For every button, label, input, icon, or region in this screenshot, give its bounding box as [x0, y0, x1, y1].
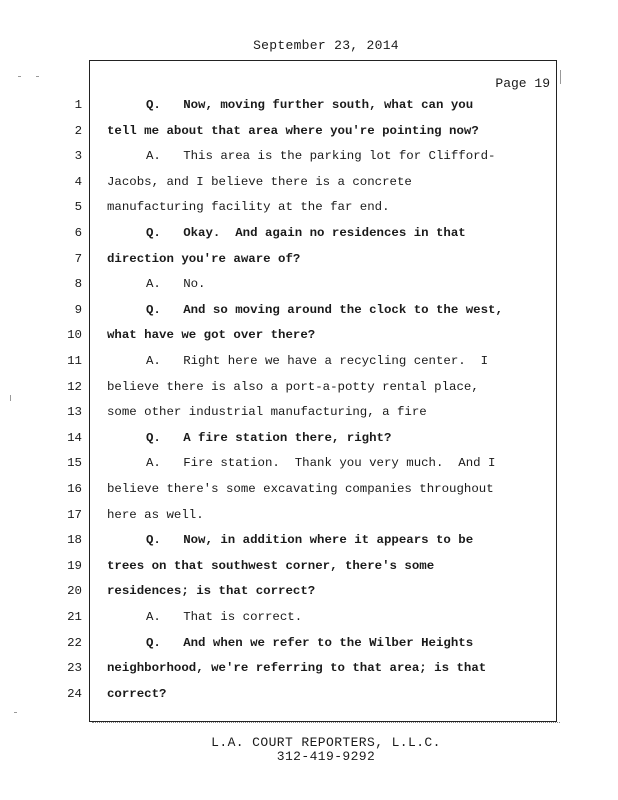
transcript-line — [0, 144, 618, 170]
speaker-marker: A. — [146, 354, 161, 368]
speaker-marker: Q. — [146, 430, 161, 445]
line-content: residences; is that correct? — [107, 584, 316, 599]
transcript-line — [0, 631, 618, 657]
line-content: some other industrial manufacturing, a fire — [107, 405, 427, 420]
question-text — [146, 226, 466, 240]
question-text — [146, 431, 391, 445]
line-number: 19 — [67, 558, 82, 573]
line-number: 21 — [67, 610, 82, 624]
line-text — [107, 328, 315, 342]
line-text — [107, 482, 494, 496]
line-number: 2 — [74, 123, 82, 138]
line-content: Okay. And again no residences in that — [183, 226, 466, 240]
line-number: 18 — [67, 533, 82, 548]
line-number: 17 — [67, 507, 82, 522]
speaker-marker: Q. — [146, 635, 161, 650]
line-text — [107, 200, 390, 214]
line-text — [107, 124, 479, 138]
line-number: 24 — [67, 686, 82, 701]
transcript-line — [0, 298, 618, 324]
frame-bottom-shadow — [92, 722, 560, 725]
speaker-marker: A. — [146, 149, 161, 164]
line-number: 7 — [74, 251, 82, 266]
line-text — [107, 405, 427, 419]
line-content: tell me about that area where you're pointing now? — [107, 123, 479, 138]
line-text — [107, 584, 315, 598]
line-number: 5 — [74, 200, 82, 215]
line-number: 22 — [67, 635, 82, 650]
line-text — [107, 559, 434, 573]
line-number: 9 — [74, 302, 82, 317]
question-text — [146, 533, 473, 547]
question-text — [146, 303, 503, 317]
line-content: believe there's some excavating companies throughout — [107, 482, 494, 496]
line-content: what have we got over there? — [107, 328, 316, 343]
line-content: Now, moving further south, what can you — [183, 98, 474, 112]
transcript-date: September 23, 2014 — [253, 38, 399, 53]
speaker-marker: Q. — [146, 226, 161, 240]
line-content: manufacturing facility at the far end. — [107, 200, 390, 215]
question-text — [146, 636, 473, 650]
speaker-marker: A. — [146, 610, 161, 624]
line-content: Fire station. Thank you very much. And I — [183, 456, 496, 471]
transcript-line — [0, 375, 618, 401]
line-number: 23 — [67, 661, 82, 676]
line-number: 12 — [67, 379, 82, 394]
line-number: 3 — [74, 149, 82, 164]
transcript-line — [0, 503, 618, 529]
line-text — [107, 380, 479, 394]
line-content: This area is the parking lot for Clifford- — [183, 149, 496, 164]
line-number: 20 — [67, 584, 82, 599]
line-number: 8 — [74, 277, 82, 292]
transcript-line — [0, 400, 618, 426]
transcript-line — [0, 323, 618, 349]
answer-text — [146, 456, 495, 470]
transcript-line — [0, 579, 618, 605]
speaker-marker: Q. — [146, 302, 161, 317]
line-number: 6 — [74, 226, 82, 240]
transcript-line — [0, 426, 618, 452]
transcript-line — [0, 451, 618, 477]
line-number: 14 — [67, 430, 82, 445]
line-number: 11 — [67, 354, 82, 368]
transcript-line — [0, 195, 618, 221]
scan-speck — [18, 76, 21, 77]
line-content: Right here we have a recycling center. I — [183, 354, 489, 368]
transcript-line — [0, 656, 618, 682]
transcript-line — [0, 477, 618, 503]
line-content: That is correct. — [183, 610, 303, 624]
question-text — [146, 98, 473, 112]
transcript-line — [0, 349, 618, 375]
transcript-line — [0, 93, 618, 119]
scan-speck — [560, 70, 561, 84]
transcript-line — [0, 170, 618, 196]
speaker-marker: A. — [146, 277, 161, 292]
page-number: Page 19 — [495, 76, 550, 91]
speaker-marker: Q. — [146, 98, 161, 112]
transcript-line — [0, 247, 618, 273]
line-content: trees on that southwest corner, there's some — [107, 558, 435, 573]
transcript-line — [0, 528, 618, 554]
court-reporter-phone: 312-419-9292 — [276, 749, 376, 764]
line-content: neighborhood, we're referring to that area; is that — [107, 661, 487, 676]
line-content: believe there is also a port-a-potty rental place, — [107, 379, 479, 394]
line-number: 13 — [67, 405, 82, 420]
line-text — [107, 661, 486, 675]
line-content: correct? — [107, 686, 167, 701]
speaker-marker: A. — [146, 456, 161, 471]
transcript-line — [0, 605, 618, 631]
speaker-marker: Q. — [146, 533, 161, 548]
line-number: 16 — [67, 482, 82, 496]
line-number: 4 — [74, 174, 82, 189]
line-content: Now, in addition where it appears to be — [183, 533, 474, 548]
answer-text — [146, 354, 488, 368]
line-number: 10 — [67, 328, 82, 343]
line-number: 1 — [74, 98, 82, 112]
line-content: here as well. — [107, 507, 204, 522]
line-number: 15 — [67, 456, 82, 471]
answer-text — [146, 277, 206, 291]
transcript-line — [0, 272, 618, 298]
answer-text — [146, 149, 495, 163]
court-reporter-name: L.A. COURT REPORTERS, L.L.C. — [211, 735, 441, 750]
transcript-line — [0, 554, 618, 580]
answer-text — [146, 610, 302, 624]
line-text — [107, 508, 204, 522]
transcript-line — [0, 682, 618, 708]
scan-speck — [10, 395, 11, 401]
line-content: direction you're aware of? — [107, 251, 301, 266]
line-text — [107, 687, 167, 701]
scan-speck — [14, 712, 17, 713]
line-content: And so moving around the clock to the west, — [183, 302, 503, 317]
line-content: A fire station there, right? — [183, 430, 392, 445]
line-text — [107, 175, 412, 189]
scan-speck — [36, 76, 39, 77]
transcript-line — [0, 221, 618, 247]
line-content: Jacobs, and I believe there is a concrete — [107, 174, 412, 189]
line-content: No. — [183, 277, 206, 292]
line-text — [107, 252, 300, 266]
line-content: And when we refer to the Wilber Heights — [183, 635, 474, 650]
transcript-line — [0, 119, 618, 145]
